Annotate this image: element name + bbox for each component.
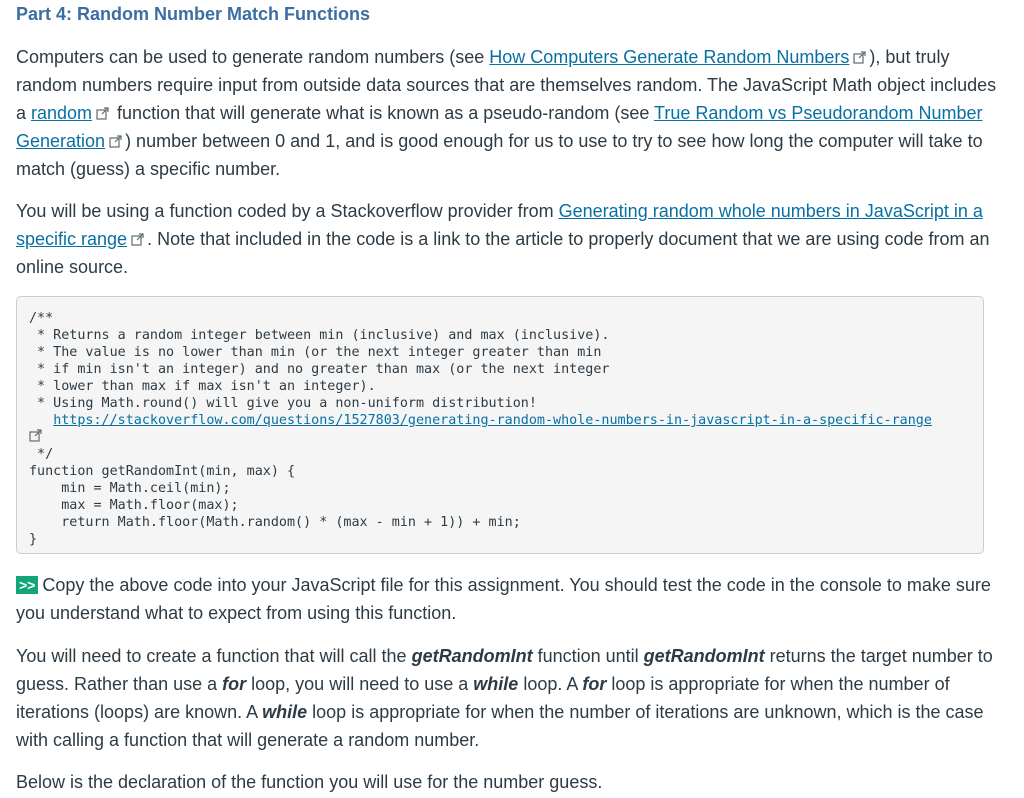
code-block bbox=[16, 296, 984, 554]
text-span: Computers can be used to generate random numbers (see bbox=[16, 47, 490, 67]
marker-badge: >> bbox=[16, 576, 38, 594]
text-span: loop is appropriate for when the number of iterations are unknown, which is the case with calling a function that will generate a random number. bbox=[16, 702, 984, 750]
emphasis-text: while bbox=[473, 674, 519, 694]
text-span: loop is appropriate for when the number of iterations (loops) are known. A bbox=[16, 674, 950, 722]
code-line: */ bbox=[29, 447, 54, 462]
emphasis-text: getRandomInt bbox=[411, 646, 533, 666]
code-line: /** bbox=[29, 311, 54, 326]
link-true-random-vs-pseudorandom[interactable]: True Random vs Pseudorandom Number Generation bbox=[16, 103, 983, 151]
link-how-computers-generate-random-numbers[interactable]: How Computers Generate Random Numbers bbox=[489, 47, 850, 67]
code-line: * if min isn't an integer) and no greater than max (or the next integer bbox=[29, 362, 610, 377]
external-link-icon bbox=[853, 51, 866, 64]
text-span: loop. A bbox=[518, 674, 583, 694]
text-span: You will be using a function coded by a Stackoverflow provider from bbox=[16, 201, 559, 221]
code-line: * Returns a random integer between min (inclusive) and max (inclusive). bbox=[29, 328, 610, 343]
text-span: You will need to create a function that will call the bbox=[16, 646, 412, 666]
declaration-intro-paragraph: Below is the declaration of the function you will use for the number guess. bbox=[16, 772, 603, 792]
code-line: * The value is no lower than min (or the next integer greater than min bbox=[29, 345, 602, 360]
while-loop-paragraph bbox=[16, 642, 1006, 754]
intro-paragraph bbox=[16, 43, 1006, 183]
code-indent bbox=[29, 413, 53, 428]
source-paragraph bbox=[16, 197, 1006, 281]
text-span: ), but truly random numbers require input from outside data sources that are themselves random. The JavaScript Math object includes a bbox=[16, 47, 997, 123]
external-link-icon bbox=[109, 135, 122, 148]
emphasis-text: for bbox=[582, 674, 607, 694]
copy-instruction-paragraph bbox=[16, 571, 1006, 627]
text-span: returns the target number to guess. Rather than use a bbox=[16, 646, 993, 694]
text-span: loop, you will need to use a bbox=[246, 674, 474, 694]
code-line: max = Math.floor(max); bbox=[29, 498, 239, 513]
code-url-line bbox=[29, 412, 971, 429]
external-link-icon bbox=[96, 107, 109, 120]
code-line: } bbox=[29, 532, 38, 547]
code-line: * Using Math.round() will give you a non-uniform distribution! bbox=[29, 396, 537, 411]
code-line: function getRandomInt(min, max) { bbox=[29, 464, 296, 479]
code-line: return Math.floor(Math.random() * (max - min + 1)) + min; bbox=[29, 515, 521, 530]
code-line: min = Math.ceil(min); bbox=[29, 481, 231, 496]
emphasis-text: while bbox=[262, 702, 308, 722]
link-random[interactable]: random bbox=[31, 103, 93, 123]
code-line: * lower than max if max isn't an integer). bbox=[29, 379, 376, 394]
text-span: function that will generate what is known as a pseudo-random (see bbox=[112, 103, 655, 123]
code-url-icon-line bbox=[29, 429, 971, 446]
text-span: . Note that included in the code is a link to the article to properly document that we are using code from an online source. bbox=[16, 229, 990, 277]
text-span: ) number between 0 and 1, and is good enough for us to use to try to see how long the computer will take to match (guess) a specific number. bbox=[16, 131, 983, 179]
code-stackoverflow-link[interactable]: https://stackoverflow.com/questions/1527803/generating-random-whole-numbers-in-javascript-in-a-specific-range bbox=[53, 413, 932, 428]
section-heading: Part 4: Random Number Match Functions bbox=[16, 4, 371, 24]
link-generating-random-whole-numbers[interactable]: Generating random whole numbers in JavaScript in a specific range bbox=[16, 201, 983, 249]
emphasis-text: for bbox=[222, 674, 247, 694]
emphasis-text: getRandomInt bbox=[643, 646, 765, 666]
text-span: function until bbox=[532, 646, 644, 666]
external-link-icon bbox=[29, 429, 42, 442]
external-link-icon bbox=[131, 233, 144, 246]
text-span: Copy the above code into your JavaScript file for this assignment. You should test the code in the console to make sure you understand what to expect from using this function. bbox=[16, 575, 991, 623]
